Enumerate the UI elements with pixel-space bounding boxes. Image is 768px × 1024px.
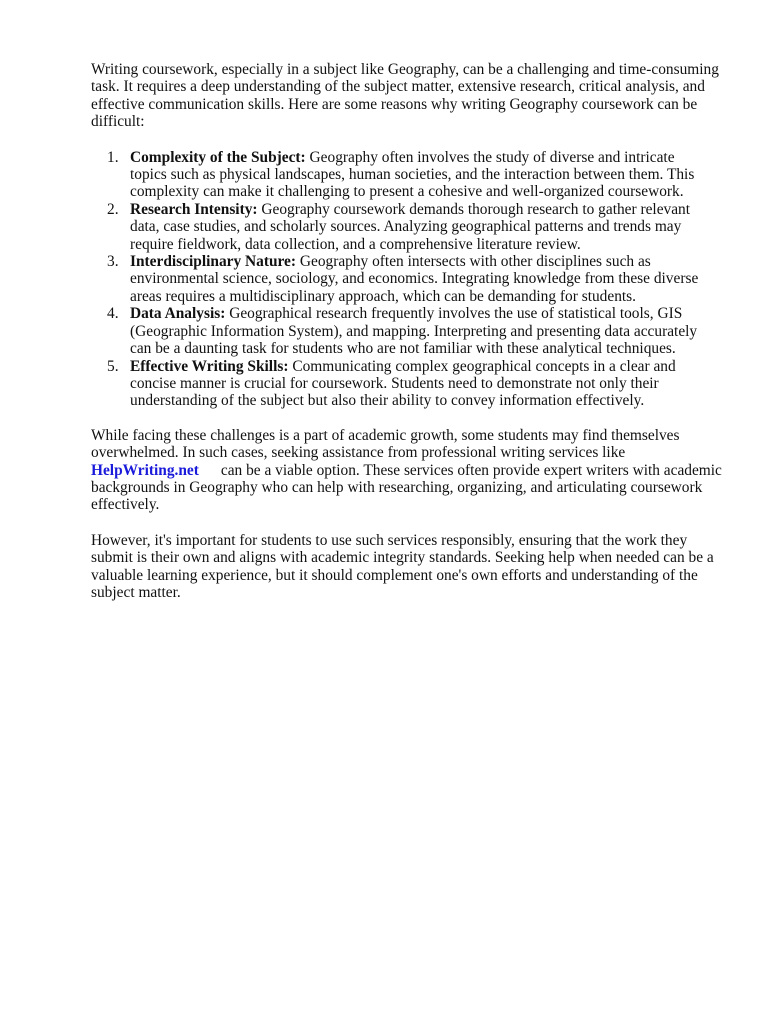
list-text: Communicating complex geographical concepts in a clear and concise manner is crucial for coursework. Students need to demonstrate not only their understanding of the subject but also their ability to convey information effectively.	[130, 357, 676, 410]
list-number: 4.	[107, 305, 119, 323]
helpwriting-link[interactable]: HelpWriting.net	[91, 461, 199, 479]
reasons-list	[91, 149, 731, 410]
list-text: Geography often intersects with other disciplines such as environmental science, sociology, and economics. Integrating knowledge from these diverse areas requires a multidisciplinary approach, which can be demanding for students.	[130, 253, 699, 305]
list-text: Geography coursework demands thorough research to gather relevant data, case studies, and scholarly sources. Analyzing geographical patterns and trends may require fieldwork, data collection, and a comprehensive literature review.	[130, 200, 691, 253]
list-term: Interdisciplinary Nature:	[130, 253, 297, 271]
list-number: 5.	[107, 357, 119, 375]
document-page	[91, 61, 731, 601]
list-term: Effective Writing Skills:	[130, 357, 289, 375]
intro-paragraph: Writing coursework, especially in a subject like Geography, can be a challenging and time-consuming task. It requires a deep understanding of the subject matter, extensive research, critical analysis, and effective communication skills. Here are some reasons why writing Geography coursework can be difficult:	[91, 61, 719, 131]
list-number: 3.	[107, 253, 119, 271]
services-paragraph	[91, 427, 731, 514]
list-text: Geographical research frequently involves the use of statistical tools, GIS (Geographic Information System), and mapping. Interpreting and presenting data accurately can be a daunting task for students who are not familiar with these analytical techniques.	[130, 305, 698, 358]
list-number: 2.	[107, 200, 119, 218]
list-term: Data Analysis:	[130, 305, 226, 323]
list-item	[91, 358, 705, 410]
list-term: Complexity of the Subject:	[130, 148, 306, 166]
responsibility-paragraph: However, it's important for students to use such services responsibly, ensuring that the work they submit is their own and aligns with academic integrity standards. Seeking help when needed can be a valuable learning experience, but it should complement one's own efforts and understanding of the subject matter.	[91, 531, 714, 601]
list-item	[91, 149, 705, 201]
list-item	[91, 201, 705, 253]
services-text-before: While facing these challenges is a part of academic growth, some students may find themselves overwhelmed. In such cases, seeking assistance from professional writing services like	[91, 426, 680, 462]
list-item	[91, 305, 705, 357]
list-term: Research Intensity:	[130, 200, 258, 218]
list-item	[91, 253, 705, 305]
list-text: Geography often involves the study of diverse and intricate topics such as physical landscapes, human societies, and the interaction between them. This complexity can make it challenging to present a cohesive and well-organized coursework.	[130, 148, 695, 201]
services-text-after: can be a viable option. These services often provide expert writers with academic backgrounds in Geography who can help with researching, organizing, and articulating coursework effectively.	[91, 461, 722, 514]
list-number: 1.	[107, 148, 119, 166]
